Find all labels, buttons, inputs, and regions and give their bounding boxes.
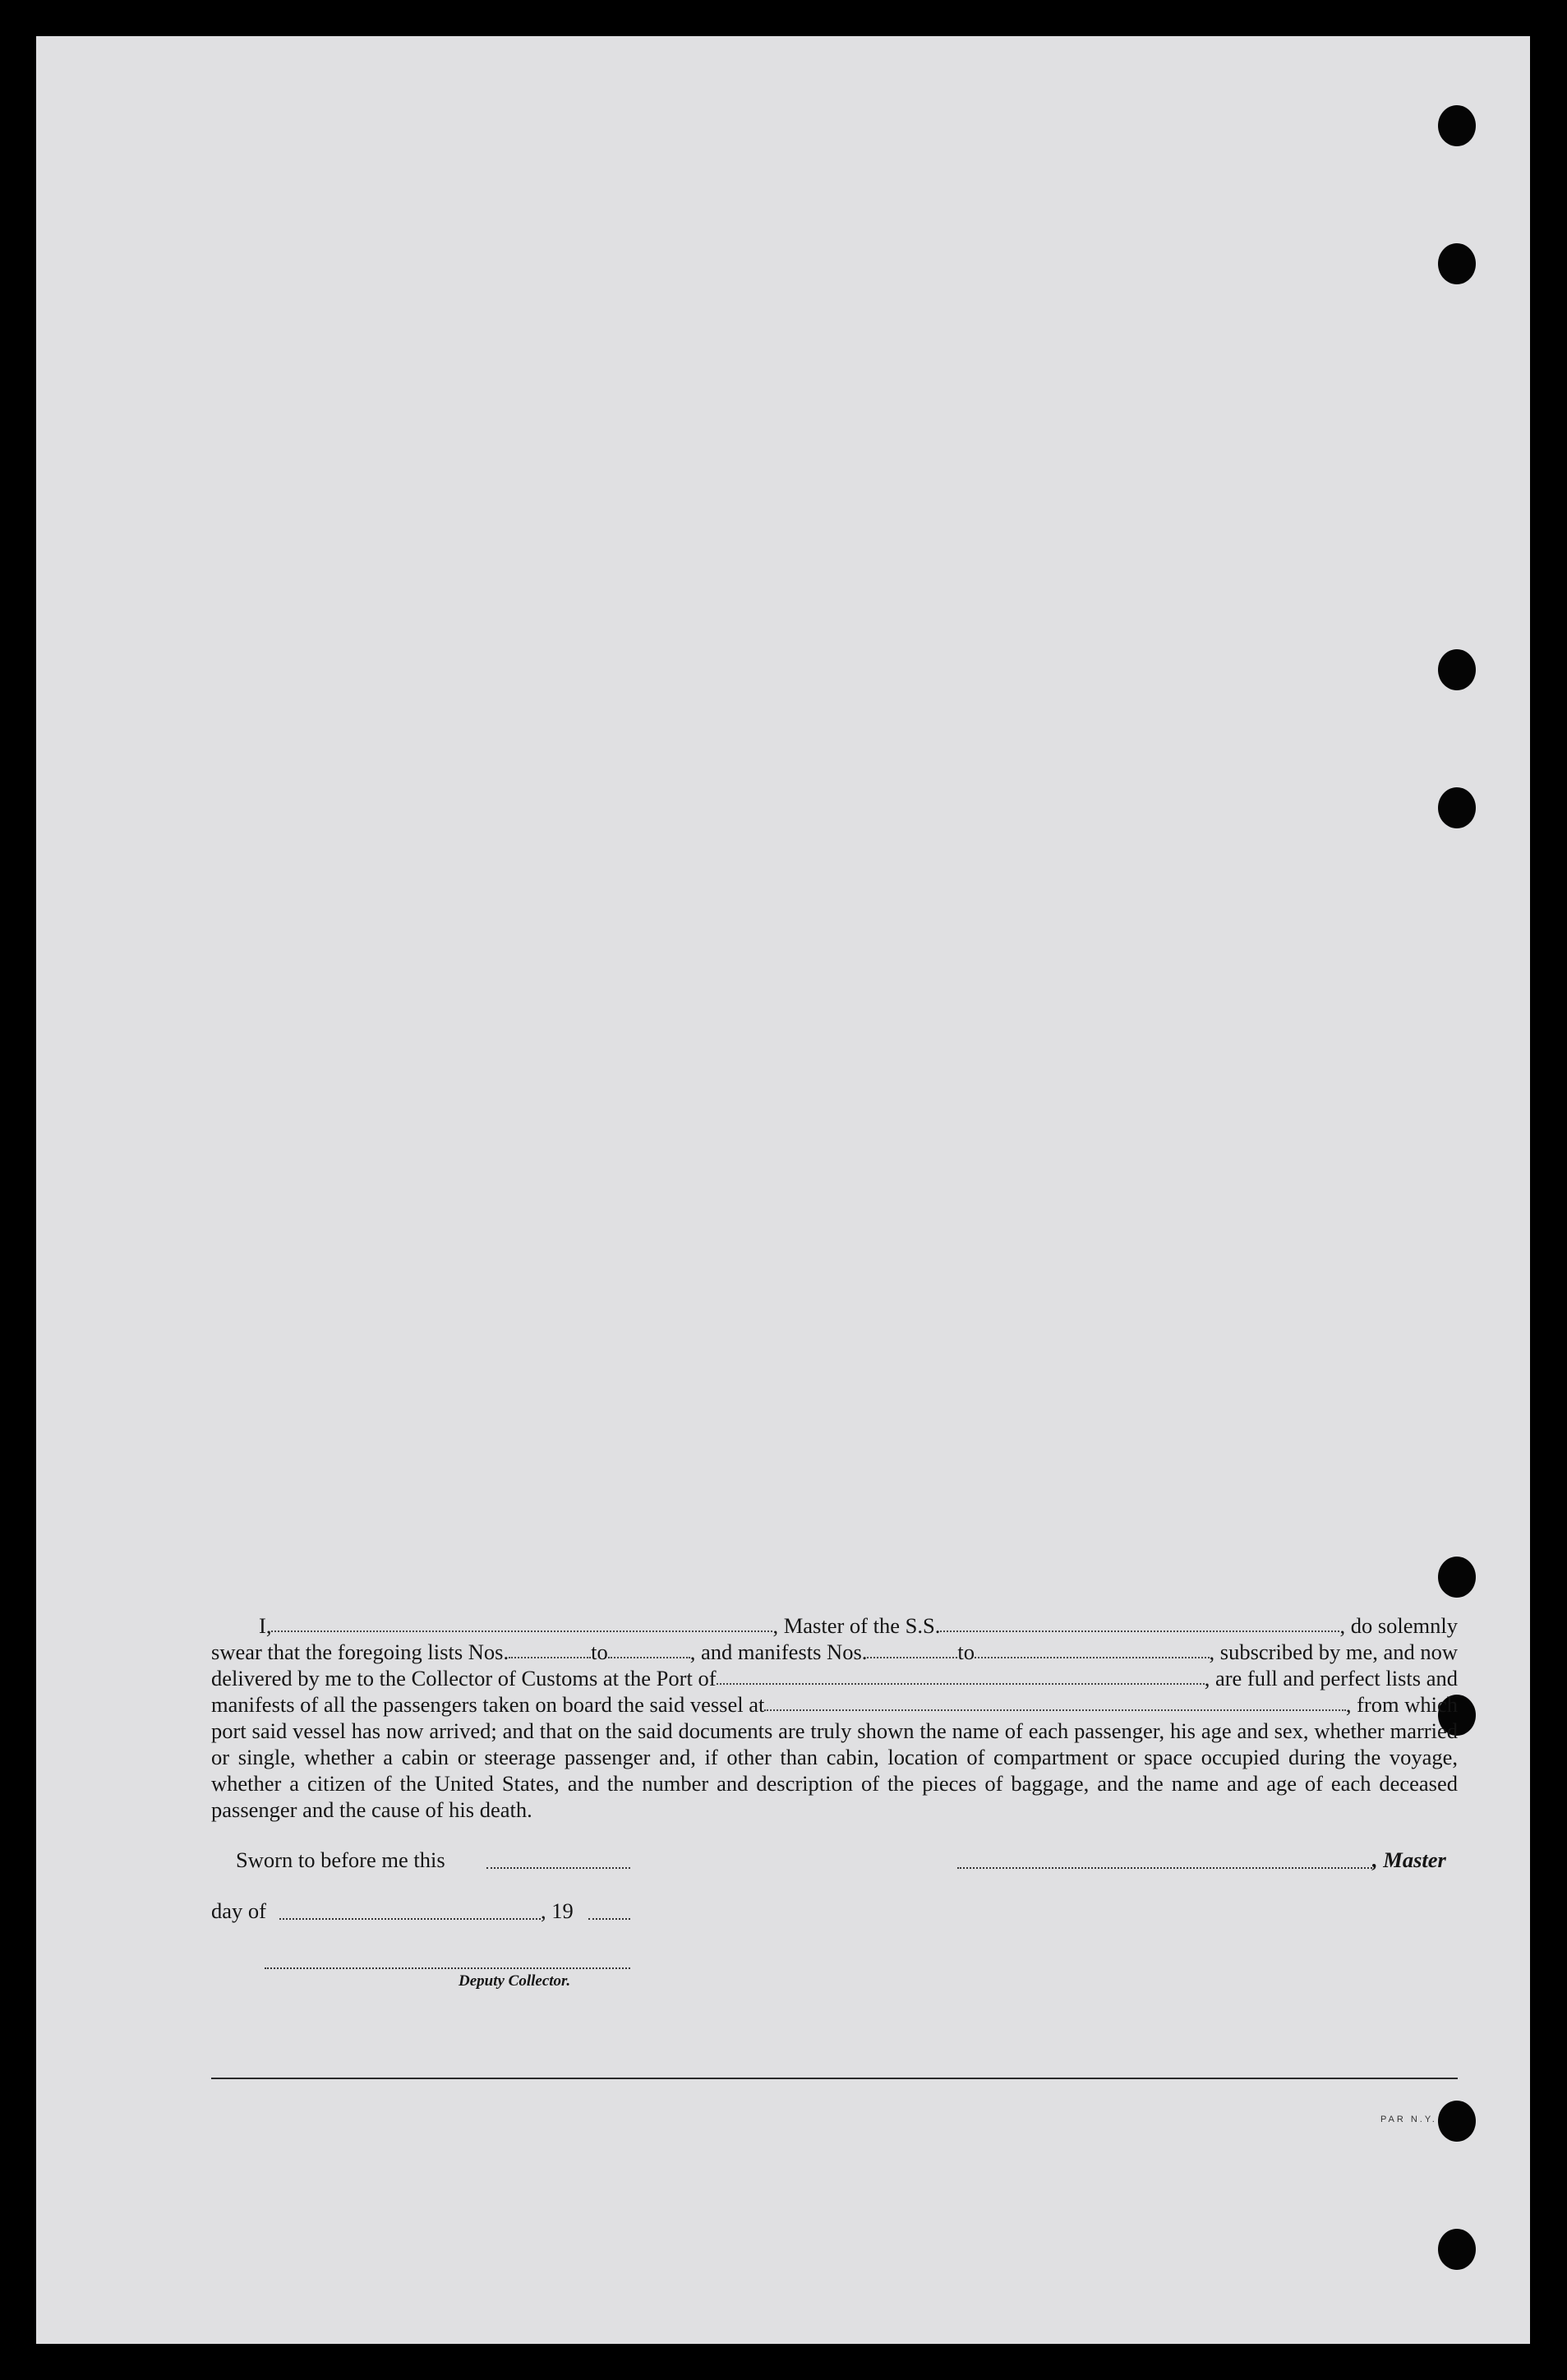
printer-mark: PAR N.Y. [1380,2115,1437,2124]
deputy-collector-label: Deputy Collector. [459,1972,571,1990]
port-field[interactable] [717,1665,1205,1685]
manifests-to-field[interactable] [975,1639,1209,1658]
punch-hole-icon [1438,2229,1476,2270]
year-field[interactable] [588,1918,630,1920]
bleed-through-text [151,94,809,143]
departure-port-field[interactable] [764,1691,1346,1711]
punch-hole-icon [1438,787,1476,828]
day-of-label: day of [211,1898,266,1923]
punch-hole-icon [1438,243,1476,284]
oath-line-3: delivered by me to the Collector of Customs at the Port of , are full and perfect lists and [211,1666,1458,1690]
oath-line-1: I, , Master of the S.S. , do solemnly [259,1613,1458,1638]
master-signature-field[interactable] [957,1867,1372,1869]
lists-to-field[interactable] [608,1639,690,1658]
punch-hole-icon [1438,2101,1476,2142]
punch-hole-icon [1438,649,1476,690]
oath-line-4: manifests of all the passengers taken on board the said vessel at , from which [211,1692,1458,1717]
bottom-rule [211,2078,1458,2079]
punch-hole-icon [1438,105,1476,146]
month-field[interactable] [279,1918,541,1920]
oath-line-2: swear that the foregoing lists Nos. to , and manifests Nos. to , subscribed by me, and now [211,1640,1458,1664]
sworn-label: Sworn to before me this [236,1847,445,1872]
punch-hole-icon [1438,1557,1476,1598]
year-label: , 19 [541,1898,574,1923]
master-name-field[interactable] [271,1612,772,1632]
vessel-name-field[interactable] [940,1612,1339,1632]
oath-rest: port said vessel has now arrived; and that on the said documents are truly shown the name of each passenger, his age and sex, whether married or single, whether a cabin or steerage passenger and, if other than cabin, location of compartment or space occupied during the voyage, whether a citizen of the United States, and the number and description of the pieces of baggage, and the name and age of each deceased passenger and the cause of his death. [211,1718,1458,1822]
sworn-day-field[interactable] [486,1867,630,1869]
manifests-from-field[interactable] [867,1639,957,1658]
form-page [36,36,1530,2344]
lists-from-field[interactable] [509,1639,591,1658]
master-label: , Master [1372,1847,1446,1872]
master-oath-paragraph [211,1612,1458,1823]
deputy-signature-field[interactable] [265,1967,630,1969]
